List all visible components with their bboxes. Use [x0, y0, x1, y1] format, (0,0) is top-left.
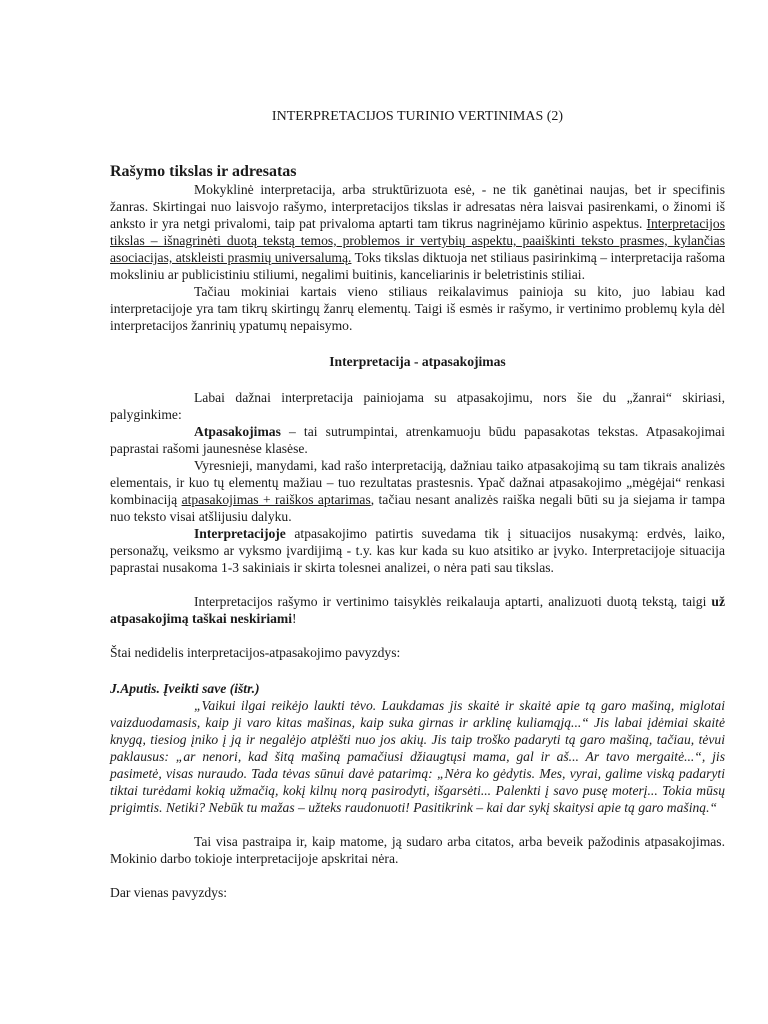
paragraph-text: Mokyklinė interpretacija, arba struktūrizuota esė, - ne tik ganėtinai naujas, bet ir specifinis žanras. Skirtingai nuo laisvojo rašymo, interpretacijos tikslas ir adresatas nėra laisvai pasirenkami, o žinomi iš anksto ir yra netgi privalomi, taip pat privaloma aptarti tam tikrus nagrinėjamo kūrinio aspektus. [110, 182, 725, 231]
quote-title: J.Aputis. Įveikti save (ištr.) [110, 681, 260, 696]
paragraph-example-intro: Štai nedidelis interpretacijos-atpasakojimo pavyzdys: [110, 645, 401, 660]
paragraph-text: ! [292, 611, 297, 626]
bold-term: Atpasakojimas [194, 424, 281, 439]
paragraph-purpose-2: Tačiau mokiniai kartais vieno stiliaus reikalavimus painioja su kito, juo labiau kad interpretacijoje yra tam tikrų skirtingų žanrų elementų. Taigi iš esmės ir rašymo, ir vertinimo problemų kyla dėl interpretacijos žanrinių ypatumų nepaisymo. [110, 284, 725, 333]
bold-emphasis: už atpasakojimą taškai neskiriami [110, 594, 725, 626]
section-heading-purpose: Rašymo tikslas ir adresatas [110, 163, 297, 180]
paragraph-text: Interpretacijos rašymo ir vertinimo taisyklės reikalauja aptarti, analizuoti duotą tekstą, taigi [194, 594, 712, 609]
paragraph-retelling-3 [110, 457, 725, 525]
document-body [110, 108, 725, 901]
paragraph-purpose-1 [110, 181, 725, 283]
paragraph-retelling-4 [110, 525, 725, 576]
paragraph-retelling-2 [110, 423, 725, 457]
paragraph-retelling-5 [110, 593, 725, 627]
paragraph-retelling-1: Labai dažnai interpretacija painiojama su atpasakojimu, nors šie du „žanrai“ skiriasi, palyginkime: [110, 390, 725, 422]
underlined-text: Interpretacijos tikslas – išnagrinėti duotą tekstą temos, problemos ir vertybių aspektu, paaiškinti teksto prasmes, kylančias asociacijas, atskleisti prasmių universalumą. [110, 216, 725, 265]
paragraph-another-example: Dar vienas pavyzdys: [110, 885, 228, 900]
paragraph-text: – tai sutrumpintai, atrenkamuoju būdu papasakotas tekstas. Atpasakojimai paprastai rašomi jaunesnėse klasėse. [110, 424, 725, 456]
bold-term: Interpretacijoje [194, 526, 286, 541]
underlined-text: atpasakojimas + raiškos aptarimas [181, 492, 371, 507]
paragraph-text: atpasakojimo patirtis suvedama tik į situacijos nusakymą: erdvės, laiko, personažų, veiksmo ar vyksmo įvardijimą - t.y. kas kur kada su kuo atsitiko ar įvyko. Interpretacijoje situacija paprastai nusakoma 1-3 sakiniais ir skirta tolesnei analizei, o nėra pati sau tikslas. [110, 526, 725, 575]
quote-text: „Vaikui ilgai reikėjo laukti tėvo. Laukdamas jis skaitė ir skaitė apie tą garo mašiną, miglotai vaizduodamasis, kaip ji varo kitas mašinas, kaip suka girnas ir arklinę kuliamąją...“ Jis labai įdėmiai skaitė knygą, tiesiog įniko į ją ir negalėjo atplėšti nuo jos akių. Jis taip troško padaryti tą garo mašiną, tačiau, tėvui paklausus: „ar nenori, kad šitą mašiną pamačiusi džiaugtųsi mama, gal ir aš... Ar tavo mergaitė...“, jis pasimetė, visas nuraudo. Tada tėvas sūnui davė patarimą: „Nėra ko gėdytis. Mes, vyrai, galime viską padaryti tiktai turėdami kokią užmačią, kokį kilnų norą pasirodyti, išgarsėti... Palenkti į savo pusę moterį... Tokia mūsų prigimtis. Netiki? Nebūk tu mažas – užteks raudonuoti! Pasitikrink – kai dar sykį skaitysi apie tą garo mašiną.“ [110, 698, 725, 815]
paragraph-text: , tačiau nesant analizės raiška negali būti su ja siejama ir tampa nuo teksto visai atšlijusiu dalyku. [110, 492, 725, 524]
paragraph-conclusion: Tai visa pastraipa ir, kaip matome, ją sudaro arba citatos, arba beveik pažodinis atpasakojimas. Mokinio darbo tokioje interpretacijoje apskritai nėra. [110, 834, 725, 866]
paragraph-text: Vyresnieji, manydami, kad rašo interpretaciją, dažniau taiko atpasakojimą su tam tikrais analizės elementais, ir kuo tų elementų mažiau – tuo rezultatas prastesnis. Ypač dažnai atpasakojimo „mėgėjai“ renkasi kombinaciją [110, 458, 725, 507]
section-heading-retelling: Interpretacija - atpasakojimas [329, 354, 506, 369]
document-title: INTERPRETACIJOS TURINIO VERTINIMAS (2) [271, 109, 564, 124]
paragraph-text: Toks tikslas diktuoja net stiliaus pasirinkimą – interpretacija rašoma moksliniu ar publicistiniu stiliumi, negalimi buitinis, kanceliarinis ir beletristinis stiliai. [110, 250, 725, 282]
